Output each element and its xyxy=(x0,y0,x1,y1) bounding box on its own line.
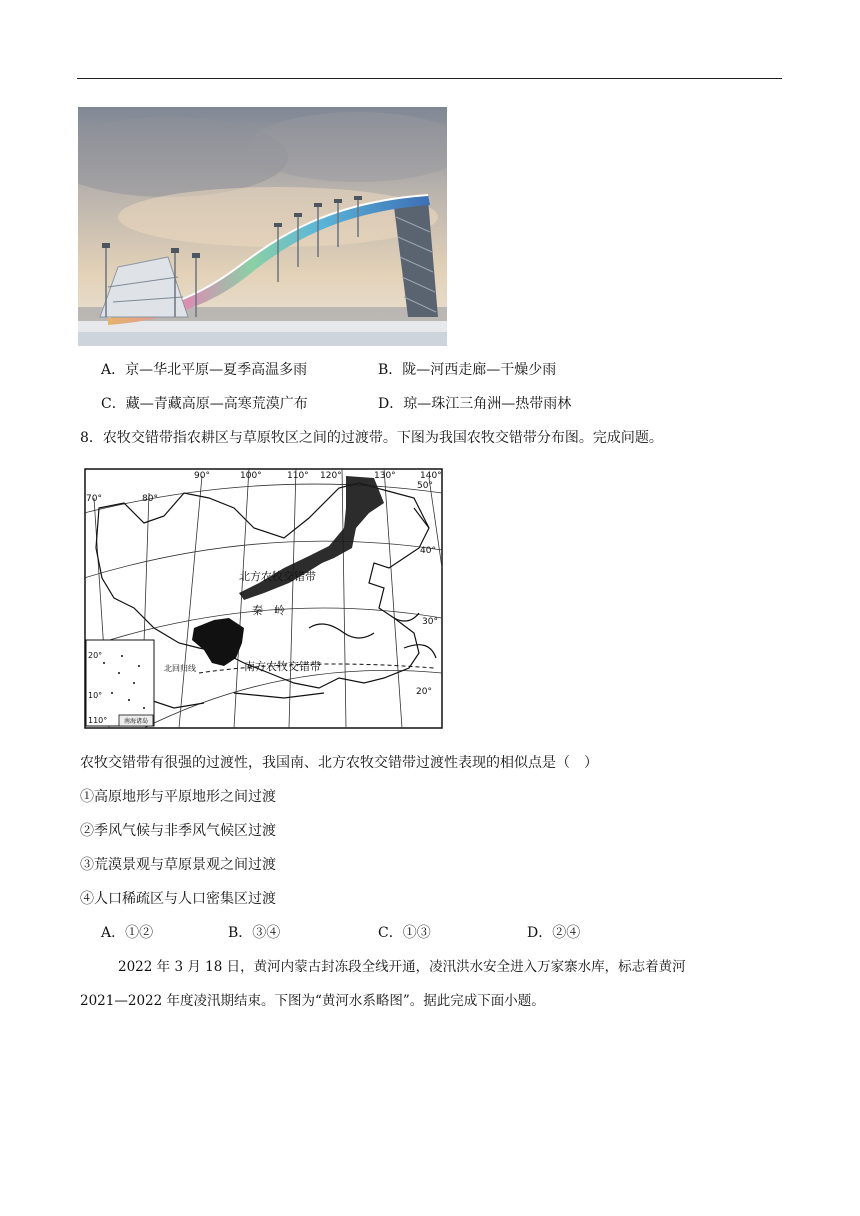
inset-tick: 110° xyxy=(88,716,108,725)
q8-option-b xyxy=(228,924,280,942)
header-rule xyxy=(77,78,782,79)
south-belt-label: 南方农牧交错带 xyxy=(244,660,321,673)
option-letter: D． xyxy=(527,925,553,941)
option-letter: C． xyxy=(101,396,126,412)
option-letter: B． xyxy=(228,925,253,941)
q8-statement-3: ③荒漠景观与草原景观之间过渡 xyxy=(80,857,276,873)
q8-statement-2: ②季风气候与非季风气候区过渡 xyxy=(80,823,276,839)
q7-option-d xyxy=(378,395,571,413)
lon-label: 80° xyxy=(142,494,158,504)
option-letter: D． xyxy=(378,396,404,412)
ski-jump-photo xyxy=(78,107,447,346)
lon-label: 90° xyxy=(194,471,210,481)
q8-option-a xyxy=(101,924,153,942)
inset-tick: 10° xyxy=(88,691,103,700)
lat-label: 40° xyxy=(420,546,436,556)
lat-label: 50° xyxy=(417,481,433,491)
q8-option-c xyxy=(378,924,431,942)
lon-label: 120° xyxy=(320,471,342,481)
option-text: 京—华北平原—夏季高温多雨 xyxy=(125,362,308,378)
lat-label: 30° xyxy=(422,617,438,627)
q7-option-b xyxy=(378,361,556,379)
tropic-label: 北回归线 xyxy=(164,664,196,673)
option-text: ③④ xyxy=(252,925,281,941)
option-letter: A． xyxy=(101,925,126,941)
option-letter: A． xyxy=(101,362,126,378)
option-letter: B． xyxy=(378,362,403,378)
q8-option-d xyxy=(527,924,580,942)
q7-option-c xyxy=(101,395,308,413)
inset-label: 南海诸岛 xyxy=(123,718,149,725)
q8-statement-1: ①高原地形与平原地形之间过渡 xyxy=(80,789,276,805)
option-text: 琼—珠江三角洲—热带雨林 xyxy=(403,396,572,412)
option-text: 藏—青藏高原—高寒荒漠广布 xyxy=(125,396,308,412)
north-belt-label: 北方农牧交错带 xyxy=(239,570,316,583)
passage-line-2: 2021—2022 年度凌汛期结束。下图为“黄河水系略图”。据此完成下面小题。 xyxy=(80,993,545,1009)
lon-label: 70° xyxy=(86,494,102,504)
q8-stem: 8．农牧交错带指农耕区与草原牧区之间的过渡带。下图为我国农牧交错带分布图。完成问题。 xyxy=(80,430,663,446)
option-text: ②④ xyxy=(552,925,581,941)
lon-label: 100° xyxy=(240,471,262,481)
inset-tick: 20° xyxy=(88,651,103,660)
china-agro-pastoral-map xyxy=(84,468,443,729)
option-text: ①② xyxy=(125,925,154,941)
lon-label: 130° xyxy=(374,471,396,481)
option-text: 陇—河西走廊—干燥少雨 xyxy=(402,362,557,378)
option-text: ①③ xyxy=(402,925,431,941)
option-letter: C． xyxy=(378,925,403,941)
q8-statement-4: ④人口稀疏区与人口密集区过渡 xyxy=(80,891,276,907)
lon-label: 110° xyxy=(287,471,309,481)
q8-question: 农牧交错带有很强的过渡性，我国南、北方农牧交错带过渡性表现的相似点是（ ） xyxy=(80,755,598,771)
q7-option-a xyxy=(101,361,307,379)
passage-line-1: 2022 年 3 月 18 日，黄河内蒙古封冻段全线开通，凌汛洪水安全进入万家寨水库，标志着黄河 xyxy=(118,959,686,975)
lon-label: 140° xyxy=(420,471,442,481)
lat-label: 20° xyxy=(416,687,432,697)
qinling-label: 秦 岭 xyxy=(252,604,285,617)
